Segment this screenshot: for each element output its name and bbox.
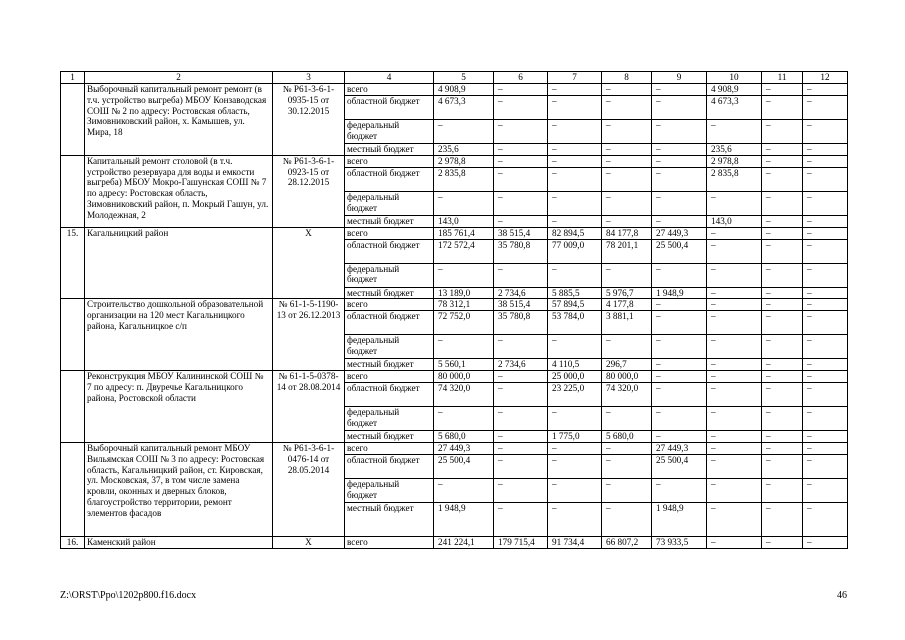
cell-y4: – xyxy=(652,215,707,227)
cell-y2: 23 225,0 xyxy=(548,383,602,407)
cell-document: № Р61-3-6-1-0476-14 от 28.05.2014 xyxy=(273,442,345,536)
cell-y5: – xyxy=(707,263,762,287)
cell-y7: – xyxy=(803,371,848,383)
cell-y3: – xyxy=(602,454,652,478)
cell-y3: 3 881,1 xyxy=(602,311,652,335)
cell-source: всего xyxy=(345,155,434,167)
cell-y3: 66 807,2 xyxy=(602,536,652,548)
cell-y2: – xyxy=(548,191,602,215)
cell-y4: – xyxy=(652,167,707,191)
cell-source: областной бюджет xyxy=(345,454,434,478)
cell-y4: 25 500,4 xyxy=(652,454,707,478)
header-col-12: 12 xyxy=(803,72,848,84)
cell-total: – xyxy=(434,407,494,431)
table-row xyxy=(61,442,848,454)
cell-y1: – xyxy=(494,335,548,359)
cell-y6: – xyxy=(762,239,803,263)
cell-y4: – xyxy=(652,371,707,383)
cell-y5: – xyxy=(707,383,762,407)
cell-y2: – xyxy=(548,502,602,536)
cell-y1: – xyxy=(494,431,548,443)
cell-y4: – xyxy=(652,335,707,359)
cell-y7: – xyxy=(803,287,848,299)
cell-num xyxy=(61,155,85,227)
cell-y6: – xyxy=(762,96,803,120)
header-col-4: 4 xyxy=(345,72,434,84)
cell-y1: – xyxy=(494,144,548,156)
header-col-5: 5 xyxy=(434,72,494,84)
cell-y6: – xyxy=(762,144,803,156)
cell-y6: – xyxy=(762,502,803,536)
cell-y4: – xyxy=(652,144,707,156)
cell-y3: – xyxy=(602,478,652,502)
cell-y7: – xyxy=(803,383,848,407)
cell-total: 78 312,1 xyxy=(434,299,494,311)
cell-y5: – xyxy=(707,227,762,239)
cell-y4: – xyxy=(652,311,707,335)
cell-y2: 5 885,5 xyxy=(548,287,602,299)
cell-y2: – xyxy=(548,84,602,96)
cell-y6: – xyxy=(762,287,803,299)
cell-y2: 25 000,0 xyxy=(548,371,602,383)
cell-y5: 235,6 xyxy=(707,144,762,156)
cell-total: 72 752,0 xyxy=(434,311,494,335)
cell-y4: – xyxy=(652,191,707,215)
cell-y3: – xyxy=(602,215,652,227)
cell-source: местный бюджет xyxy=(345,287,434,299)
cell-num xyxy=(61,84,85,156)
cell-source: местный бюджет xyxy=(345,144,434,156)
cell-y6: – xyxy=(762,167,803,191)
cell-y7: – xyxy=(803,155,848,167)
cell-y4: – xyxy=(652,478,707,502)
cell-total: 13 189,0 xyxy=(434,287,494,299)
cell-y4: – xyxy=(652,96,707,120)
header-col-11: 11 xyxy=(762,72,803,84)
cell-total: 241 224,1 xyxy=(434,536,494,548)
header-col-2: 2 xyxy=(85,72,273,84)
cell-y2: 82 894,5 xyxy=(548,227,602,239)
cell-y7: – xyxy=(803,442,848,454)
cell-source: областной бюджет xyxy=(345,96,434,120)
cell-total: 1 948,9 xyxy=(434,502,494,536)
cell-y3: – xyxy=(602,144,652,156)
cell-y7: – xyxy=(803,335,848,359)
cell-y5: – xyxy=(707,359,762,371)
cell-total: – xyxy=(434,335,494,359)
cell-y7: – xyxy=(803,227,848,239)
cell-y6: – xyxy=(762,536,803,548)
cell-total: – xyxy=(434,478,494,502)
cell-y4: – xyxy=(652,383,707,407)
cell-source: областной бюджет xyxy=(345,383,434,407)
header-row xyxy=(61,72,848,84)
cell-y7: – xyxy=(803,96,848,120)
cell-y6: – xyxy=(762,454,803,478)
cell-y5: 2 835,8 xyxy=(707,167,762,191)
cell-y3: – xyxy=(602,407,652,431)
cell-y4: 27 449,3 xyxy=(652,227,707,239)
table-row xyxy=(61,84,848,96)
cell-y5: – xyxy=(707,120,762,144)
cell-y7: – xyxy=(803,144,848,156)
cell-y5: – xyxy=(707,407,762,431)
cell-total: 143,0 xyxy=(434,215,494,227)
cell-y1: – xyxy=(494,407,548,431)
cell-y5: – xyxy=(707,239,762,263)
cell-y5: – xyxy=(707,478,762,502)
cell-y6: – xyxy=(762,431,803,443)
cell-y7: – xyxy=(803,299,848,311)
cell-y7: – xyxy=(803,191,848,215)
cell-y1: 35 780,8 xyxy=(494,311,548,335)
cell-y7: – xyxy=(803,167,848,191)
cell-total: – xyxy=(434,191,494,215)
cell-name: Кагальницкий район xyxy=(85,227,273,299)
cell-y2: – xyxy=(548,407,602,431)
cell-y1: – xyxy=(494,371,548,383)
cell-y2: – xyxy=(548,263,602,287)
cell-source: местный бюджет xyxy=(345,431,434,443)
cell-total: 4 673,3 xyxy=(434,96,494,120)
cell-y4: – xyxy=(652,407,707,431)
cell-y4: – xyxy=(652,84,707,96)
cell-y5: 143,0 xyxy=(707,215,762,227)
cell-y4: 25 500,4 xyxy=(652,239,707,263)
cell-document: Х xyxy=(273,536,345,548)
cell-y6: – xyxy=(762,263,803,287)
cell-y3: – xyxy=(602,191,652,215)
cell-document: № Р61-3-6-1-0935-15 от 30.12.2015 xyxy=(273,84,345,156)
cell-num: 15. xyxy=(61,227,85,299)
cell-y4: 27 449,3 xyxy=(652,442,707,454)
header-col-9: 9 xyxy=(652,72,707,84)
cell-y4: – xyxy=(652,155,707,167)
cell-y1: – xyxy=(494,155,548,167)
cell-y7: – xyxy=(803,359,848,371)
cell-y7: – xyxy=(803,84,848,96)
header-col-10: 10 xyxy=(707,72,762,84)
cell-total: 5 560,1 xyxy=(434,359,494,371)
cell-y6: – xyxy=(762,383,803,407)
cell-source: всего xyxy=(345,84,434,96)
cell-y4: – xyxy=(652,263,707,287)
cell-total: 185 761,4 xyxy=(434,227,494,239)
cell-total: 74 320,0 xyxy=(434,383,494,407)
budget-table xyxy=(60,71,848,549)
cell-document: № 61-1-5-0378-14 от 28.08.2014 xyxy=(273,371,345,443)
cell-y5: 4 673,3 xyxy=(707,96,762,120)
cell-y5: – xyxy=(707,502,762,536)
header-col-1: 1 xyxy=(61,72,85,84)
cell-y7: – xyxy=(803,431,848,443)
cell-y2: 77 009,0 xyxy=(548,239,602,263)
cell-name: Каменский район xyxy=(85,536,273,548)
cell-source: местный бюджет xyxy=(345,502,434,536)
cell-total: 80 000,0 xyxy=(434,371,494,383)
cell-y1: – xyxy=(494,454,548,478)
cell-y1: 2 734,6 xyxy=(494,287,548,299)
cell-y5: – xyxy=(707,299,762,311)
cell-y2: 57 894,5 xyxy=(548,299,602,311)
cell-y1: 35 780,8 xyxy=(494,239,548,263)
table-row xyxy=(61,371,848,383)
cell-y5: – xyxy=(707,454,762,478)
cell-y2: – xyxy=(548,155,602,167)
cell-y5: – xyxy=(707,191,762,215)
cell-y4: 1 948,9 xyxy=(652,287,707,299)
cell-y5: – xyxy=(707,287,762,299)
header-col-8: 8 xyxy=(602,72,652,84)
cell-y6: – xyxy=(762,84,803,96)
cell-y6: – xyxy=(762,478,803,502)
cell-total: 172 572,4 xyxy=(434,239,494,263)
cell-total: 2 978,8 xyxy=(434,155,494,167)
cell-y2: – xyxy=(548,120,602,144)
cell-y7: – xyxy=(803,311,848,335)
cell-source: всего xyxy=(345,536,434,548)
cell-y3: 5 680,0 xyxy=(602,431,652,443)
cell-y3: – xyxy=(602,167,652,191)
cell-y7: – xyxy=(803,454,848,478)
cell-name: Реконструкция МБОУ Калининской СОШ № 7 по адресу: п. Двуречье Кагальницкого района, Ростовской области xyxy=(85,371,273,443)
cell-y5: – xyxy=(707,371,762,383)
table-row xyxy=(61,536,848,548)
cell-y7: – xyxy=(803,536,848,548)
cell-y1: – xyxy=(494,442,548,454)
cell-y2: 4 110,5 xyxy=(548,359,602,371)
table-row xyxy=(61,299,848,311)
cell-y2: – xyxy=(548,96,602,120)
cell-y6: – xyxy=(762,335,803,359)
cell-source: федеральный бюджет xyxy=(345,263,434,287)
cell-y3: – xyxy=(602,335,652,359)
cell-y3: 78 201,1 xyxy=(602,239,652,263)
cell-num xyxy=(61,371,85,443)
cell-y2: – xyxy=(548,215,602,227)
cell-y1: 179 715,4 xyxy=(494,536,548,548)
cell-source: местный бюджет xyxy=(345,215,434,227)
cell-total: – xyxy=(434,263,494,287)
cell-source: областной бюджет xyxy=(345,311,434,335)
cell-y5: 2 978,8 xyxy=(707,155,762,167)
header-col-7: 7 xyxy=(548,72,602,84)
cell-y6: – xyxy=(762,311,803,335)
cell-y5: – xyxy=(707,311,762,335)
cell-document: № Р61-3-6-1-0923-15 от 28.12.2015 xyxy=(273,155,345,227)
cell-y1: – xyxy=(494,383,548,407)
cell-y4: – xyxy=(652,359,707,371)
cell-y3: – xyxy=(602,84,652,96)
cell-y3: – xyxy=(602,120,652,144)
cell-y3: 84 177,8 xyxy=(602,227,652,239)
cell-y1: – xyxy=(494,215,548,227)
cell-y2: – xyxy=(548,144,602,156)
cell-num xyxy=(61,442,85,536)
cell-y5: 4 908,9 xyxy=(707,84,762,96)
cell-name: Капитальный ремонт столовой (в т.ч. устройство резервуара для воды и емкости выгреба) МБОУ Мокро-Гашунская СОШ № 7 по адресу: Ростовская область, Зимовниковский район, п. Мокрый Гашун, ул. Молодежная, 2 xyxy=(85,155,273,227)
cell-name: Выборочный капитальный ремонт ремонт (в т.ч. устройство выгреба) МБОУ Конзаводская СОШ № 2 по адресу: Ростовская область, Зимовниковский район, х. Камышев, ул. Мира, 18 xyxy=(85,84,273,156)
cell-y2: – xyxy=(548,478,602,502)
cell-y2: 53 784,0 xyxy=(548,311,602,335)
cell-y7: – xyxy=(803,120,848,144)
header-col-3: 3 xyxy=(273,72,345,84)
cell-y3: 296,7 xyxy=(602,359,652,371)
cell-y1: – xyxy=(494,84,548,96)
cell-total: 25 500,4 xyxy=(434,454,494,478)
cell-document: Х xyxy=(273,227,345,299)
cell-source: областной бюджет xyxy=(345,167,434,191)
cell-y5: – xyxy=(707,431,762,443)
cell-y6: – xyxy=(762,359,803,371)
cell-y1: – xyxy=(494,120,548,144)
cell-source: всего xyxy=(345,442,434,454)
cell-total: 27 449,3 xyxy=(434,442,494,454)
cell-y4: 73 933,5 xyxy=(652,536,707,548)
cell-y7: – xyxy=(803,239,848,263)
cell-y5: – xyxy=(707,442,762,454)
cell-y7: – xyxy=(803,215,848,227)
cell-source: всего xyxy=(345,371,434,383)
cell-y7: – xyxy=(803,263,848,287)
cell-y1: 2 734,6 xyxy=(494,359,548,371)
cell-y6: – xyxy=(762,120,803,144)
cell-source: местный бюджет xyxy=(345,359,434,371)
cell-name: Выборочный капитальный ремонт МБОУ Вильямская СОШ № 3 по адресу: Ростовская область, Кагальницкий район, ст. Кировская, ул. Московская, 37, в том числе замена кровли, оконных и дверных блоков, благоустройство территории, ремонт элементов фасадов xyxy=(85,442,273,536)
cell-y3: – xyxy=(602,263,652,287)
cell-y1: 38 515,4 xyxy=(494,299,548,311)
cell-total: 4 908,9 xyxy=(434,84,494,96)
table-row xyxy=(61,155,848,167)
cell-y4: 1 948,9 xyxy=(652,502,707,536)
cell-y6: – xyxy=(762,227,803,239)
cell-y2: – xyxy=(548,442,602,454)
cell-total: 2 835,8 xyxy=(434,167,494,191)
cell-y1: 38 515,4 xyxy=(494,227,548,239)
cell-source: федеральный бюджет xyxy=(345,478,434,502)
header-col-6: 6 xyxy=(494,72,548,84)
cell-y3: – xyxy=(602,502,652,536)
cell-y6: – xyxy=(762,299,803,311)
cell-total: 235,6 xyxy=(434,144,494,156)
page-number: 46 xyxy=(837,590,847,601)
cell-y3: 80 000,0 xyxy=(602,371,652,383)
cell-y1: – xyxy=(494,167,548,191)
cell-y6: – xyxy=(762,371,803,383)
cell-num: 16. xyxy=(61,536,85,548)
cell-source: всего xyxy=(345,299,434,311)
cell-y2: 1 775,0 xyxy=(548,431,602,443)
cell-y2: – xyxy=(548,454,602,478)
cell-y6: – xyxy=(762,442,803,454)
cell-y6: – xyxy=(762,155,803,167)
cell-y2: – xyxy=(548,167,602,191)
cell-source: федеральный бюджет xyxy=(345,120,434,144)
cell-y2: – xyxy=(548,335,602,359)
cell-y4: – xyxy=(652,431,707,443)
cell-y3: 4 177,8 xyxy=(602,299,652,311)
cell-y6: – xyxy=(762,407,803,431)
cell-y4: – xyxy=(652,120,707,144)
cell-y3: – xyxy=(602,442,652,454)
cell-y1: – xyxy=(494,478,548,502)
cell-source: федеральный бюджет xyxy=(345,335,434,359)
cell-y2: 91 734,4 xyxy=(548,536,602,548)
cell-source: всего xyxy=(345,227,434,239)
cell-total: 5 680,0 xyxy=(434,431,494,443)
cell-source: федеральный бюджет xyxy=(345,407,434,431)
table-row xyxy=(61,227,848,239)
cell-y1: – xyxy=(494,263,548,287)
cell-y6: – xyxy=(762,215,803,227)
cell-y7: – xyxy=(803,502,848,536)
cell-source: областной бюджет xyxy=(345,239,434,263)
cell-y6: – xyxy=(762,191,803,215)
cell-document: № 61-1-5-1190-13 от 26.12.2013 xyxy=(273,299,345,371)
cell-source: федеральный бюджет xyxy=(345,191,434,215)
document-path: Z:\ORST\Ppo\1202p800.f16.docx xyxy=(60,590,197,601)
cell-y3: – xyxy=(602,96,652,120)
cell-y5: – xyxy=(707,335,762,359)
cell-y3: – xyxy=(602,155,652,167)
cell-y3: 74 320,0 xyxy=(602,383,652,407)
cell-y4: – xyxy=(652,299,707,311)
cell-num xyxy=(61,299,85,371)
cell-name: Строительство дошкольной образовательной организации на 120 мест Кагальницкого района, Кагальницкое с/п xyxy=(85,299,273,371)
cell-y1: – xyxy=(494,502,548,536)
cell-y1: – xyxy=(494,191,548,215)
cell-y1: – xyxy=(494,96,548,120)
cell-y7: – xyxy=(803,407,848,431)
cell-y5: – xyxy=(707,536,762,548)
cell-y3: 5 976,7 xyxy=(602,287,652,299)
cell-total: – xyxy=(434,120,494,144)
cell-y7: – xyxy=(803,478,848,502)
